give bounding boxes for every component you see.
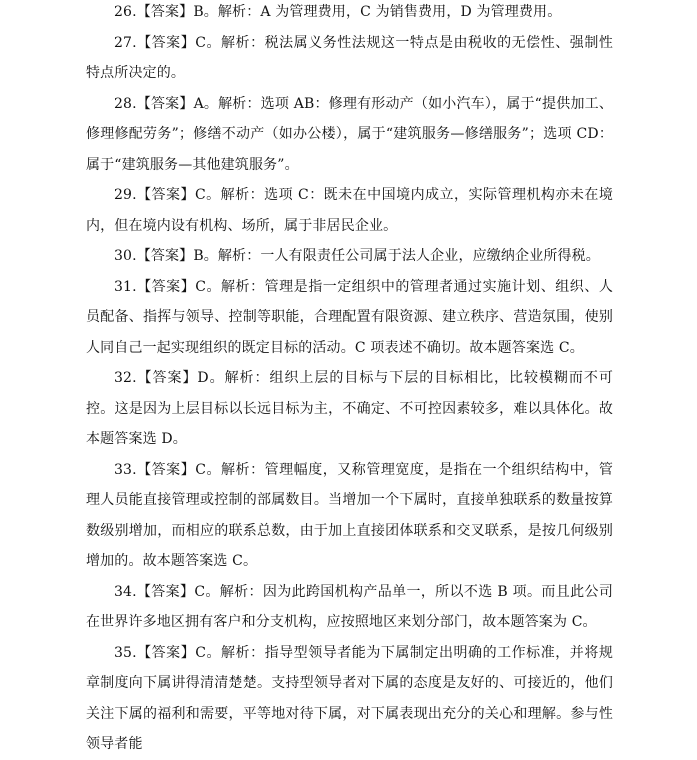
answer-31: 31.【答案】C。解析：管理是指一定组织中的管理者通过实施计划、组织、人员配备、指挥与领导、控制等职能，合理配置有限资源、建立秩序、营造氛围，使别人同自己一起实现组织的既定目标的活动。C 项表述不确切。故本题答案选 C。 (86, 278, 613, 356)
answer-27: 27.【答案】C。解析：税法属义务性法规这一特点是由税收的无偿性、强制性特点所决定的。 (86, 34, 613, 81)
answer-34: 34.【答案】C。解析：因为此跨国机构产品单一，所以不选 B 项。而且此公司在世界许多地区拥有客户和分支机构，应按照地区来划分部门，故本题答案为 C。 (86, 583, 613, 630)
answer-32: 32.【答案】D。解析：组织上层的目标与下层的目标相比，比较模糊而不可控。这是因为上层目标以长远目标为主，不确定、不可控因素较多，难以具体化。故本题答案选 D。 (86, 370, 613, 447)
answer-29: 29.【答案】C。解析：选项 C：既未在中国境内成立，实际管理机构亦未在境内，但在境内设有机构、场所，属于非居民企业。 (86, 187, 613, 234)
answer-26: 26.【答案】B。解析：A 为管理费用，C 为销售费用，D 为管理费用。 (114, 4, 562, 20)
answer-explanations (86, 0, 613, 760)
answer-35: 35.【答案】C。解析：指导型领导者能为下属制定出明确的工作标准，并将规章制度向下属讲得清清楚楚。支持型领导者对下属的态度是友好的、可接近的，他们关注下属的福利和需要，平等地对待下属，对下属表现出充分的关心和理解。参与性领导者能 (86, 644, 613, 752)
answer-33: 33.【答案】C。解析：管理幅度，又称管理宽度，是指在一个组织结构中，管理人员能直接管理或控制的部属数目。当增加一个下属时，直接单独联系的数量按算数级别增加，而相应的联系总数，由于加上直接团体联系和交叉联系，是按几何级别增加的。故本题答案选 C。 (86, 461, 613, 569)
answer-28: 28.【答案】A。解析：选项 AB：修理有形动产（如小汽车），属于“提供加工、修理修配劳务”；修缮不动产（如办公楼），属于“建筑服务—修缮服务”；选项 CD：属于“建筑服务—其他建筑服务”。 (86, 95, 613, 173)
answer-30: 30.【答案】B。解析：一人有限责任公司属于法人企业，应缴纳企业所得税。 (114, 248, 600, 264)
